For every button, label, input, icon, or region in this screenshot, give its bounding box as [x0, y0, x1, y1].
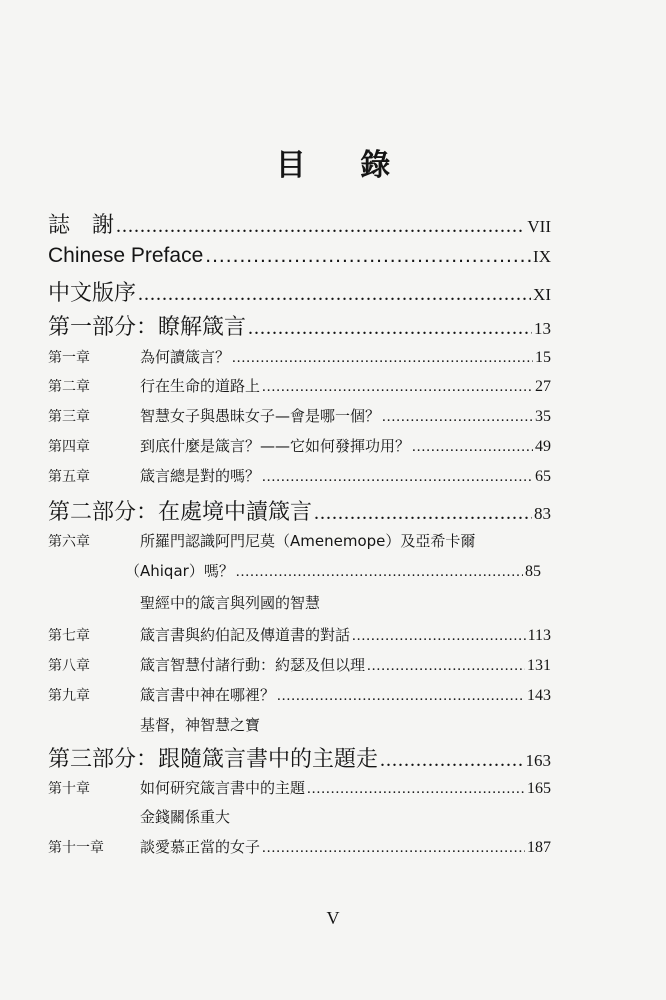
toc-part-3 — [48, 742, 551, 773]
toc-entry-label: 誌 謝 — [48, 213, 115, 238]
chapter-number: 第十一章 — [48, 840, 104, 856]
toc-chapter-11 — [48, 836, 551, 857]
toc-chapter-9 — [48, 684, 551, 705]
toc-entry-page: 113 — [527, 627, 551, 644]
toc-part-1 — [48, 310, 551, 341]
chapter-number: 第七章 — [48, 628, 90, 644]
toc-entry-label: 為何讀箴言？ — [140, 348, 231, 366]
toc-entry-page: 15 — [535, 349, 551, 366]
toc-entry-label: 所羅門認識阿門尼莫（Amenemope）及亞希卡爾 — [140, 532, 476, 550]
toc-entry-label: 第三部分：跟隨箴言書中的主題走 — [48, 747, 379, 772]
leader-dots — [205, 244, 531, 268]
toc-chapter-8 — [48, 654, 551, 675]
toc-entry-chinese-preface-zh — [48, 276, 551, 307]
toc-entry-page: 27 — [535, 378, 551, 395]
chapter-number: 第九章 — [48, 688, 90, 704]
toc-entry-page: VII — [527, 217, 551, 236]
toc-chapter-10 — [48, 777, 551, 798]
toc-entry-page: IX — [533, 247, 551, 266]
toc-entry-label: 談愛慕正當的女子 — [140, 838, 261, 856]
leader-dots — [262, 840, 525, 857]
toc-entry-label: 箴言智慧付諸行動：約瑟及但以理 — [140, 656, 366, 674]
toc-entry-label: 到底什麼是箴言？——它如何發揮功用？ — [140, 437, 411, 455]
toc-chapter-1 — [48, 346, 551, 367]
chapter-number: 第三章 — [48, 409, 90, 425]
chapter-number: 第二章 — [48, 379, 90, 395]
chapter-subtitle: 聖經中的箴言與列國的智慧 — [140, 594, 321, 612]
toc-entry-label: 箴言總是對的嗎？ — [140, 467, 261, 485]
toc-entry-page: 131 — [527, 657, 551, 674]
chapter-number: 第八章 — [48, 658, 90, 674]
leader-dots — [307, 781, 525, 798]
chapter-subtitle: 基督，神智慧之寶 — [140, 716, 261, 734]
toc-entry-label: 第一部分：瞭解箴言 — [48, 315, 247, 340]
toc-entry-acknowledgements — [48, 208, 551, 239]
toc-entry-page: 49 — [535, 438, 551, 455]
toc-entry-page: 13 — [534, 319, 551, 338]
toc-entry-label: 智慧女子與愚昧女子—會是哪一個？ — [140, 407, 381, 425]
toc-entry-page: 65 — [535, 468, 551, 485]
leader-dots — [367, 658, 525, 675]
toc-part-2 — [48, 495, 551, 526]
chapter-number: 第一章 — [48, 350, 90, 366]
leader-dots — [116, 215, 525, 238]
chapter-number: 第五章 — [48, 469, 90, 485]
toc-chapter-2 — [48, 375, 551, 396]
toc-chapter-6-continued — [125, 560, 541, 581]
chapter-number: 第四章 — [48, 439, 90, 455]
toc-entry-label: 箴言書與約伯記及傳道書的對話 — [140, 626, 351, 644]
toc-entry-label: Chinese Preface — [48, 244, 204, 267]
toc-entry-label: 箴言書中神在哪裡？ — [140, 686, 276, 704]
leader-dots — [380, 749, 523, 772]
toc-entry-label: 如何研究箴言書中的主題 — [140, 779, 306, 797]
toc-entry-page: XI — [533, 285, 551, 304]
toc-entry-page: 163 — [525, 751, 551, 770]
toc-chapter-6 — [48, 530, 551, 551]
toc-entry-page: 85 — [525, 563, 541, 580]
toc-entry-page: 83 — [534, 504, 551, 523]
toc-chapter-3 — [48, 405, 551, 426]
toc-entry-page: 187 — [527, 839, 551, 856]
toc-entry-page: 165 — [527, 780, 551, 797]
leader-dots — [262, 379, 533, 396]
toc-entry-chinese-preface — [48, 244, 551, 268]
leader-dots — [314, 502, 532, 525]
toc-chapter-7 — [48, 624, 551, 645]
leader-dots — [412, 439, 533, 456]
toc-chapter-5 — [48, 465, 551, 486]
toc-entry-label-continued: （Ahiqar）嗎？ — [125, 562, 234, 580]
leader-dots — [277, 688, 525, 705]
toc-entry-label: 第二部分：在處境中讀箴言 — [48, 500, 313, 525]
leader-dots — [236, 564, 523, 581]
leader-dots — [352, 628, 526, 645]
leader-dots — [232, 350, 533, 367]
page-title: 目 錄 — [275, 148, 413, 183]
toc-chapter-4 — [48, 435, 551, 456]
leader-dots — [138, 283, 531, 306]
toc-entry-label: 行在生命的道路上 — [140, 377, 261, 395]
page-number: V — [326, 908, 340, 928]
toc-entry-page: 35 — [535, 408, 551, 425]
leader-dots — [262, 469, 533, 486]
leader-dots — [248, 317, 532, 340]
leader-dots — [382, 409, 533, 426]
toc-entry-label: 中文版序 — [48, 281, 137, 306]
chapter-subtitle: 金錢關係重大 — [140, 808, 231, 826]
chapter-number: 第十章 — [48, 781, 90, 797]
chapter-number: 第六章 — [48, 534, 90, 550]
toc-entry-page: 143 — [527, 687, 551, 704]
